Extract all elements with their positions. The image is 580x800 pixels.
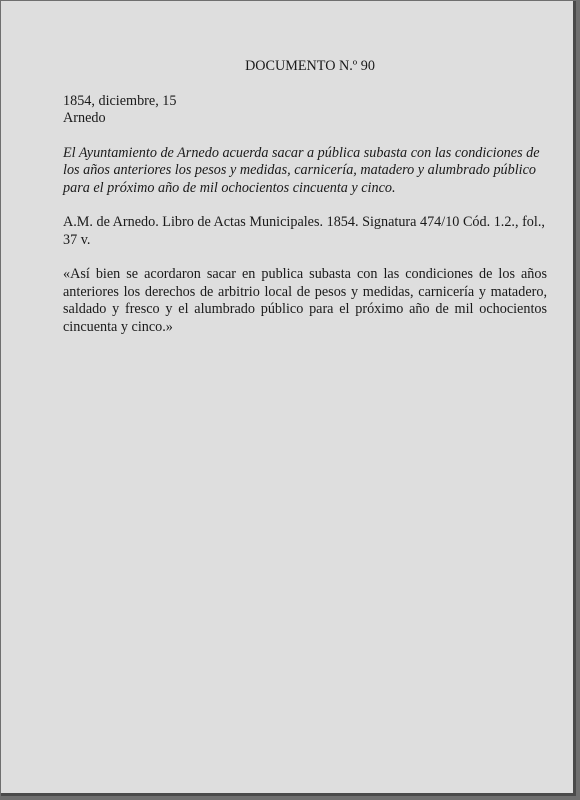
document-summary: El Ayuntamiento de Arnedo acuerda sacar a pública subasta con las condiciones de los años anteriores los pesos y medidas, carnicería, matadero y alumbrado público para el próximo año de mil ochocientos cincuenta y cinco. xyxy=(63,144,540,196)
document-title: DOCUMENTO N.º 90 xyxy=(245,58,375,74)
date-place-block xyxy=(63,93,547,128)
document-page xyxy=(1,1,576,796)
document-date: 1854, diciembre, 15 xyxy=(63,92,177,109)
archive-reference: A.M. de Arnedo. Libro de Actas Municipales. 1854. Signatura 474/10 Cód. 1.2., fol., 37 v. xyxy=(63,214,545,248)
document-content xyxy=(63,58,547,336)
transcription-text: «Así bien se acordaron sacar en publica subasta con las condiciones de los años anteriores los derechos de arbitrio local de pesos y medidas, carnicería y matadero, saldado y fresco y el alumbrado público para el próximo año de mil ochocientos cincuenta y cinco.» xyxy=(63,266,547,335)
document-place: Arnedo xyxy=(63,110,106,126)
